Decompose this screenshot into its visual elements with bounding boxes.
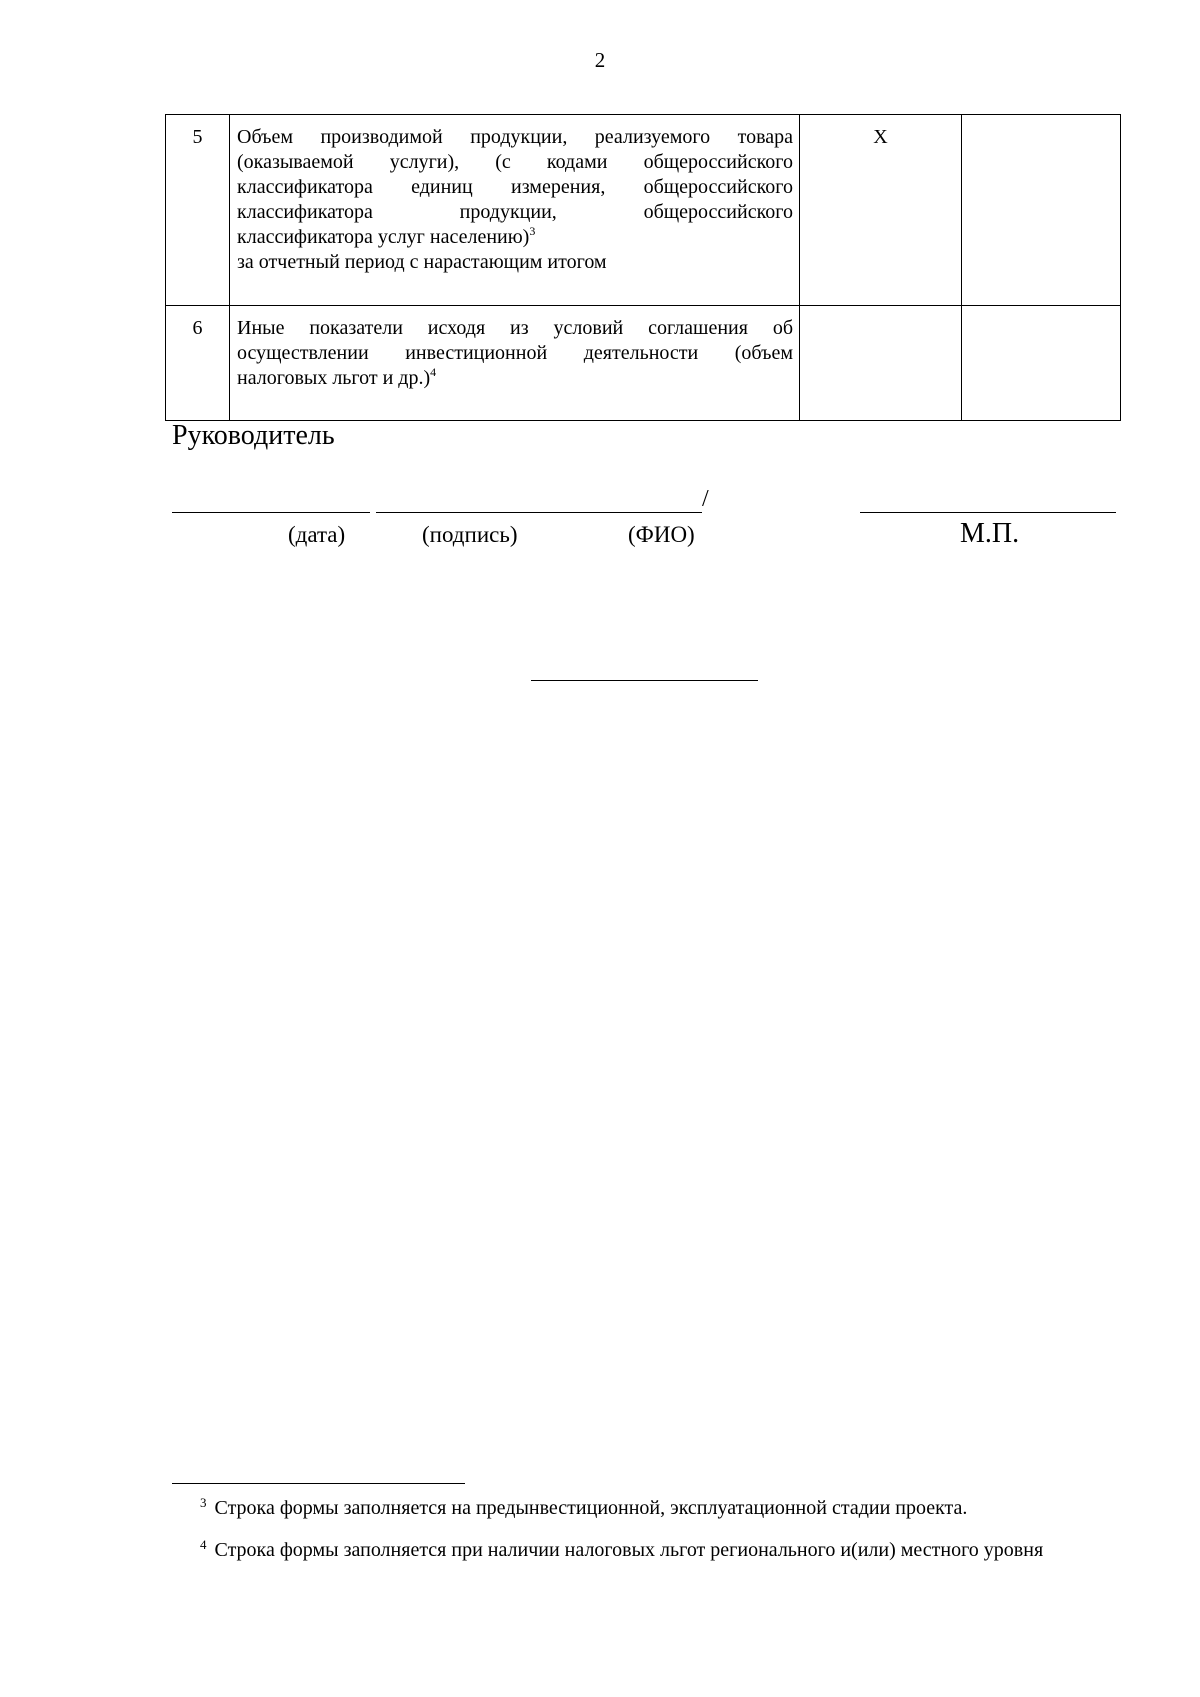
plan-value-cell: X bbox=[800, 115, 962, 306]
description-line bbox=[237, 225, 793, 250]
stamp-line bbox=[860, 512, 1116, 513]
description-line: классификатора единиц измерения, общероссийского bbox=[237, 176, 793, 198]
head-label: Руководитель bbox=[172, 420, 335, 451]
footnote-text: Строка формы заполняется на предынвестиционной, эксплуатационной стадии проекта. bbox=[214, 1497, 968, 1519]
description-line bbox=[237, 366, 793, 391]
row-number: 6 bbox=[166, 306, 230, 421]
description-line-text: классификатора услуг населению) bbox=[237, 226, 530, 248]
end-separator-line bbox=[531, 680, 758, 681]
stamp-caption: М.П. bbox=[960, 518, 1020, 549]
fact-value-cell bbox=[962, 115, 1121, 306]
table-row bbox=[166, 115, 1121, 306]
description-line: за отчетный период с нарастающим итогом bbox=[237, 251, 607, 273]
footnote-4 bbox=[172, 1537, 1120, 1564]
name-caption: (ФИО) bbox=[628, 522, 695, 547]
date-caption: (дата) bbox=[288, 522, 346, 547]
plan-value-cell bbox=[800, 306, 962, 421]
date-line bbox=[172, 512, 370, 513]
description-line: Объем производимой продукции, реализуемого товара bbox=[237, 126, 793, 148]
footnote-separator bbox=[172, 1483, 465, 1484]
footnote-text: Строка формы заполняется при наличии налоговых льгот регионального и(или) местного уровня bbox=[214, 1539, 1044, 1561]
fact-value-cell bbox=[962, 306, 1121, 421]
indicators-table bbox=[165, 114, 1121, 421]
row-description bbox=[230, 115, 800, 306]
description-line: Иные показатели исходя из условий соглашения об bbox=[237, 317, 793, 339]
table-row bbox=[166, 306, 1121, 421]
slash-separator: / bbox=[702, 486, 709, 512]
description-line: классификатора продукции, общероссийского bbox=[237, 201, 793, 223]
signature-caption: (подпись) bbox=[422, 522, 518, 547]
description-line-text: налоговых льгот и др.) bbox=[237, 367, 431, 389]
row-description bbox=[230, 306, 800, 421]
footnote-mark: 4 bbox=[200, 1537, 207, 1552]
footnote-mark: 3 bbox=[200, 1495, 207, 1510]
signature-line bbox=[376, 512, 702, 513]
footnote-3 bbox=[172, 1495, 1120, 1522]
description-line: осуществлении инвестиционной деятельности (объем bbox=[237, 342, 793, 364]
row-number: 5 bbox=[166, 115, 230, 306]
footnote-ref: 4 bbox=[430, 365, 437, 379]
footnote-ref: 3 bbox=[529, 224, 536, 238]
description-line: (оказываемой услуги), (с кодами общероссийского bbox=[237, 151, 793, 173]
page-number: 2 bbox=[594, 48, 606, 72]
